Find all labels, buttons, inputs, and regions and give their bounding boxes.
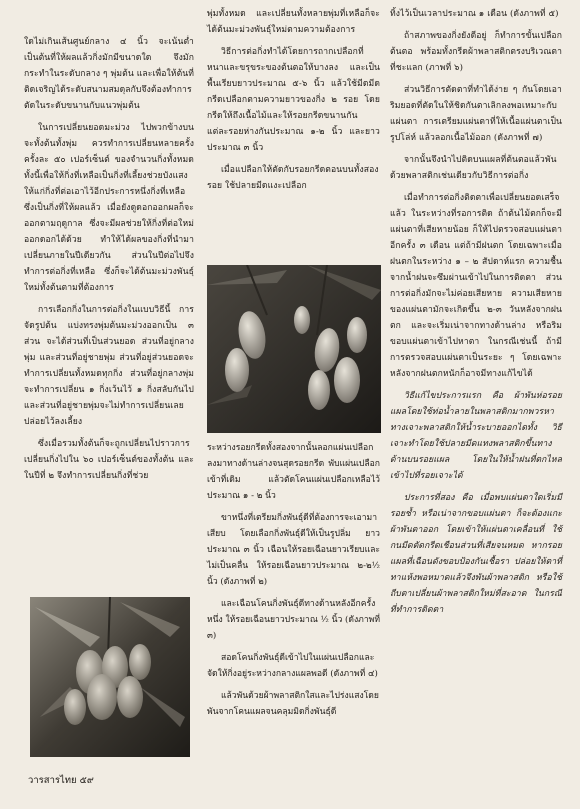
- paragraph: ขาหนึ่งที่เตรียมกิ่งพันธุ์ดีที่ต้องการจะเอามาเสียบ โดยเลือกกิ่งพันธุ์ดีให้เป็นรูปลิ่ม ยาวประมาณ ๓ นิ้ว เฉือนให้รอยเฉือนยาวเรียบและไม่เป็นคลื่น ให้รอยเฉือนยาวประมาณ ๒-๒½ นิ้ว (ดังภาพที่ ๒): [207, 513, 380, 587]
- paragraph: ถ้าสภาพของกิ่งยังดีอยู่ ก็ทำการขั้นเปลือกต้นตอ พร้อมทั้งกรีดผ้าพลาสติกตรงบริเวณตาที่ชะแลก (ภาพที่ ๖): [390, 31, 562, 73]
- photo-young-mangoes: [30, 597, 190, 757]
- page-footer: วารสารไทย ๕๙: [28, 775, 94, 786]
- paragraph: วิธีการต่อกิ่งทำได้โดยการถากเปลือกที่หนาและขรุขระของต้นตอให้บางลง และเป็นพื้นเรียบยาวประมาณ ๕-๖ นิ้ว แล้วใช้มีดมีดกรีดเปลือกตามความยาวของกิ่ง ๒ รอย โดยกรีดให้ถึงเนื้อไม้และให้รอยกรีดขนานกัน แต่ละรอยห่างกันประมาณ ๑-๒ นิ้ว และยาวประมาณ ๓ นิ้ว: [207, 47, 380, 153]
- paragraph: ในการเปลี่ยนยอดมะม่วง ไปพวกข้างบนจะทั้งต้นทั้งพุ่ม ควรทำการเปลี่ยนหลายครั้ง ครั้งละ ๕๐ เปอร์เซ็นต์ ของจำนวนกิ่งทั้งหมด ทั้งนี้เพื่อให้กิ่งที่เหลือเป็นกิ่งที่เลี้ยงช่วยบังแสงให้แก่กิ่งที่ต่อเอาไว้อีกประการหนึ่งกิ่งที่เหลือ ซึ่งเป็นกิ่งที่ให้ผลแล้ว เมื่อยังดูดอกออกผลก็จะออกตามฤดูกาล ซึ่งจะมีผลช่วยให้กิ่งที่ต่อใหม่ออกดอกได้ด้วย ทำให้ได้ผลของกิ่งที่นำมาเปลี่ยนภายในปีเดียวกัน ส่วนในปีต่อไปจึงทำการต่อกิ่งที่เหลือ ซึ่งก็จะได้ต้นมะม่วงพันธุ์ใหม่ทั้งต้นตามที่ต้องการ: [24, 123, 194, 293]
- paragraph: สอดโคนกิ่งพันธุ์ดีเข้าไปในแผ่นเปลือกและจัดให้กิ่งอยู่ระหว่างกลางแผลพอดี (ดังภาพที่ ๔): [207, 653, 378, 679]
- paragraph: ทิ้งไว้เป็นเวลาประมาณ ๑ เดือน (ดังภาพที่ ๕): [390, 9, 559, 19]
- paragraph: เมื่อแปลือกให้ตัดกับรอยกรีดตอนบนทั้งสองรอย ใช้ปลายมีดแงะเปลือก: [207, 165, 379, 191]
- paragraph: พุ่มทั้งหมด และเปลี่ยนทั้งหลายพุ่มที่เหลือก็จะได้ต้นมะม่วงพันธุ์ใหม่ตามความต้องการ: [207, 9, 380, 35]
- column-1: [24, 34, 194, 490]
- paragraph: เมื่อทำการต่อกิ่งติดตาเพื่อเปลี่ยนยอดเสร็จแล้ว ในระหว่างที่รอการติด ถ้าต้นไม้ตกก็จะมีแผ่นตาที่เสียหายน้อย ก็ให้ไปตรวจสอบแผ่นตาอีกครั้ง ๓ เดือน แต่ถ้ามีฝนตก โดยเฉพาะเมื่อฝนตกในระหว่าง ๑ – ๒ สัปดาห์แรก ความชื้นจากน้ำฝนจะซึมผ่านเข้าไปในการติดตา ส่วนการต่อกิ่งมักจะไม่ค่อยเสียหาย ความเสียหายของแผ่นตามักจะเกิดขึ้น ๒-๓ วันหลังจากฝนตก และจะเริ่มเน่าจากทางด้านล่าง หรือริมขอบแผ่นตาเข้าไปหาตา ในกรณีเช่นนี้ ถ้ามีการตรวจสอบแผ่นตาเป็นระยะ ๆ โดยเฉพาะหลังจากฝนตกหนักก็อาจมีทางแก้ไขได้: [390, 193, 562, 379]
- paragraph: จากนั้นจึงนำไปติดบนแผลที่ต้นตอแล้วพันด้วยพลาสติกเช่นเดียวกับวิธีการต่อกิ่ง: [390, 155, 557, 181]
- column-2-bottom: [207, 440, 380, 726]
- paragraph: การเลือกกิ่งในการต่อกิ่งในแบบวิธีนี้ การจัดรูปต้น แบ่งทรงพุ่มต้นมะม่วงออกเป็น ๓ ส่วน จะได้ส่วนที่เป็นส่วนยอด ส่วนที่อยู่กลางพุ่ม และส่วนที่อยู่ชายพุ่ม ส่วนที่อยู่ส่วนยอดจะทำการเปลี่ยนทั้งหมดทุกกิ่ง ส่วนที่อยู่กลางพุ่มจะทำการเปลี่ยน ๑ กิ่งเว้นไว้ ๑ กิ่งสลับกันไป และส่วนที่อยู่ชายพุ่มจะไม่ทำการเปลี่ยนเลย ปล่อยไว้ลงเลี้ยง: [24, 305, 194, 427]
- mango-cluster-image: [207, 265, 381, 433]
- column-2-top: [207, 6, 380, 200]
- paragraph: แล้วพันด้วยผ้าพลาสติกใสและไปร่งแสงโดยพันจากโคนแผลจนคลุมมิดกิ่งพันธุ์ดี: [207, 691, 379, 717]
- paragraph: วิธีแก้ไขประการแรก คือ ผ้าพันห่อรอยแผลโดยใช้ท่อน้ำลายในพลาสติกมากพวรหาทางเจาะพลาสติกให้น้ำระบายออกไดทั้ง วิธีเจาะทำโดยใช้ปลายมีดแทงพลาสติกขึ้นทางด้านบนรอยแผล โดยในให้น้ำฝนที่ตกไหลเข้าไปที่รอยเจาะได้: [390, 391, 562, 481]
- paragraph: ใดไม่เกินเส้นศูนย์กลาง ๔ นิ้ว จะเน้นต่ำเป็นต้นที่ให้ผลแล้วกิ่งมักมีขนาดใด จึงมักกระทำในระดับกลาง ๆ พุ่มต้น และเพื่อให้ต้นที่ติดเจริญได้ระดับสนามสมดุลกับจึงต้องทำการตัดในระดับขนานกับแนวพุ่มต้น: [24, 37, 194, 111]
- paragraph: ประการที่สอง คือ เมื่อพบแผ่นตาใดเริ่มมีรอยช้ำ หรือเน่าจากขอบแผ่นตา ก็จะต้องแกะผ้าพันตาออก โดยเข้าให้แผ่นตาเคลื่อนที่ ใช้กนมีดตัดกรีดเชือนส่วนที่เสียจนหมด หากรอยแผลที่เฉือนดังขอบป้องกันเชื้อรา ปล่อยให้ตาที่ทาแห้งพอหมาดแล้วจึงพันผ้าพลาสติก หรือใช้ถีบตาเปลี่ยนผ้าพลาสติกใหม่ที่สะอาด ในกรณีที่ทำการติดตา: [390, 493, 562, 615]
- column-3: [390, 6, 562, 624]
- paragraph: ส่วนวิธีการตัดตาที่ทำได้ง่าย ๆ กันโดยเอาริมยอดที่ตัดในให้ชิดกันตาเลิกลงพอเหมาะกับแผ่นตา การเตรียมแผ่นตาที่ให้เนื้อแผ่นตาเป็นรูปโล่ห์ แล้วลอกเนื้อไม้ออก (ดังภาพที่ ๗): [390, 85, 562, 143]
- mango-photo-image: [30, 597, 190, 757]
- paragraph: ระหว่างรอยกรีดทั้งสองจากนั้นลอกแผ่นเปลือกลงมาทางด้านล่างจนสุดรอยกรีด พับแผ่นเปลือกเข้าที่เดิม แล้วตัดโคนแผ่นเปลือกเหลือไว้ประมาณ ๑ - ๒ นิ้ว: [207, 443, 380, 501]
- paragraph: และเฉือนโคนกิ่งพันธุ์ดีทางด้านหลังอีกครั้งหนึ่ง ให้รอยเฉือนยาวประมาณ ½ นิ้ว (ดังภาพที่ ๓): [207, 599, 380, 641]
- paragraph: ซึ่งเมื่อรวมทั้งต้นก็จะถูกเปลี่ยนไปราวการเปลี่ยนกิ่งไปใน ๖๐ เปอร์เซ็นต์ของทั้งต้น และในปีที่ ๒ จึงทำการเปลี่ยนกิ่งที่ช่วย: [24, 439, 194, 481]
- photo-mango-cluster: [207, 265, 381, 433]
